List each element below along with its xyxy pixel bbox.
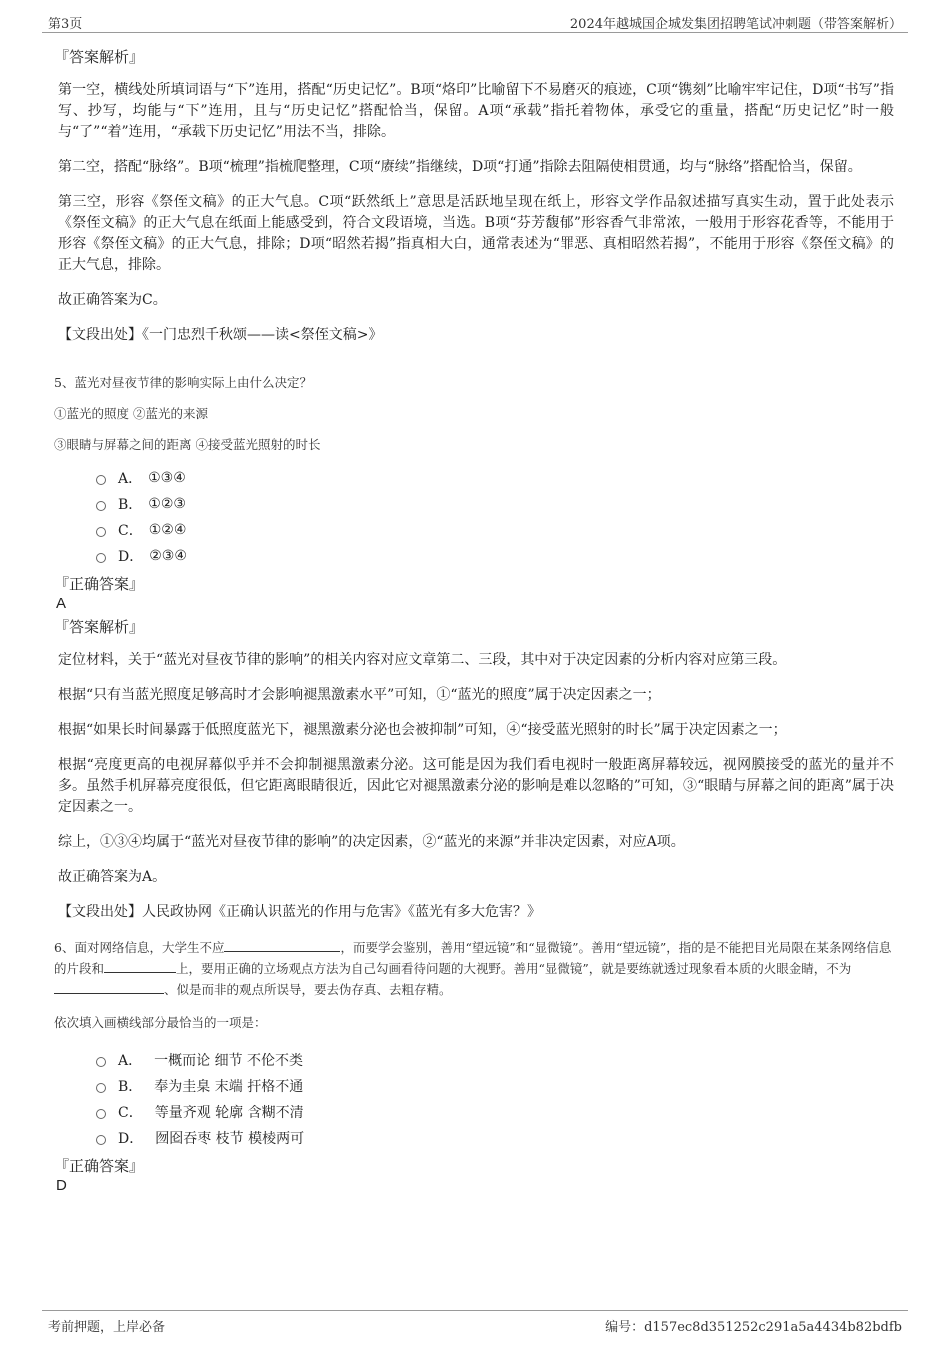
option-text: ①③④ <box>148 470 186 486</box>
q6-options <box>96 1047 894 1151</box>
q4-analysis-paragraph: 第三空，形容《祭侄文稿》的正大气息。C项“跃然纸上”意思是活跃地呈现在纸上，形容文学作品叙述描写真实生动，置于此处表示《祭侄文稿》的正大气息在纸面上能感受到，符合文段语境，当选。B项“芬芳馥郁”形容香气非常浓，一般用于形容花香等，不能用于形容《祭侄文稿》的正大气息，排除；D项“昭然若揭”指真相大白，通常表述为“罪恶、真相昭然若揭”，不能用于形容《祭侄文稿》的正大气息，排除。 <box>58 194 894 273</box>
q5-analysis-paragraph: 综上，①③④均属于“蓝光对昼夜节律的影响”的决定因素，②“蓝光的来源”并非决定因素，对应A项。 <box>58 834 685 850</box>
page-header <box>42 10 908 33</box>
q6-prompt: 依次填入画横线部分最恰当的一项是： <box>54 1015 267 1030</box>
q5-question: 5、蓝光对昼夜节律的影响实际上由什么决定？ <box>54 375 312 390</box>
q4-analysis-paragraph: 第二空，搭配“脉络”。B项“梳理”指梳爬整理，C项“赓续”指继续，D项“打通”指除去阻隔使相贯通，均与“脉络”搭配恰当，保留。 <box>58 159 862 175</box>
radio-button[interactable] <box>96 1083 106 1093</box>
q6-question <box>54 937 894 1000</box>
radio-button[interactable] <box>96 527 106 537</box>
q5-conclusion: 故正确答案为A。 <box>58 869 167 885</box>
fill-blank <box>54 979 164 994</box>
radio-button[interactable] <box>96 1057 106 1067</box>
option-text: 囫囵吞枣 枝节 模棱两可 <box>155 1131 305 1147</box>
option-letter: A． <box>118 471 143 487</box>
q6-option-a[interactable] <box>96 1047 894 1073</box>
q6-text: ，而要学会鉴别，善用“望远镜”和“显微镜”。善用“望远镜”，指的是不能把目光局限在某条网络信息的片段和 <box>54 940 892 976</box>
q5-analysis-paragraph: 定位材料，关于“蓝光对昼夜节律的影响”的相关内容对应文章第二、三段，其中对于决定因素的分析内容对应第三段。 <box>58 652 787 668</box>
fill-blank <box>104 958 176 973</box>
option-text: ②③④ <box>149 548 187 564</box>
q5-source: 【文段出处】人民政协网《正确认识蓝光的作用与危害》《蓝光有多大危害？》 <box>58 904 541 920</box>
q5-analysis-paragraph: 根据“只有当蓝光照度足够高时才会影响褪黑激素水平”可知，①“蓝光的照度”属于决定因素之一； <box>58 687 661 703</box>
q5-option-c[interactable] <box>96 517 894 543</box>
option-letter: D． <box>118 1131 144 1147</box>
option-letter: C． <box>118 1105 143 1121</box>
document-title: 2024年越城国企城发集团招聘笔试冲刺题（带答案解析） <box>569 17 902 32</box>
q4-conclusion: 故正确答案为C。 <box>58 292 167 308</box>
option-text: 奉为圭臬 末端 扞格不通 <box>154 1079 304 1095</box>
q5-option-b[interactable] <box>96 491 894 517</box>
option-letter: A． <box>118 1053 143 1069</box>
option-text: 等量齐观 轮廓 含糊不清 <box>154 1105 304 1121</box>
q6-option-c[interactable] <box>96 1099 894 1125</box>
option-letter: B． <box>118 1079 143 1095</box>
q5-answer-value: A <box>56 595 67 612</box>
radio-button[interactable] <box>96 553 106 563</box>
option-text: ①②④ <box>148 522 187 538</box>
page-footer <box>42 1310 908 1333</box>
q5-answer-label: 『正确答案』 <box>54 575 145 593</box>
q5-option-d[interactable] <box>96 543 894 569</box>
option-letter: C． <box>118 523 143 539</box>
q6-text: 、似是而非的观点所误导，要去伪存真、去粗存精。 <box>164 982 452 997</box>
q5-analysis-paragraph: 根据“如果长时间暴露于低照度蓝光下，褪黑激素分泌也会被抑制”可知，④“接受蓝光照射的时长”属于决定因素之一； <box>58 722 787 738</box>
option-text: ①②③ <box>148 496 186 512</box>
footer-slogan: 考前押题，上岸必备 <box>48 1320 166 1335</box>
q4-source: 【文段出处】《一门忠烈千秋颂——读<祭侄文稿>》 <box>58 327 383 343</box>
q4-analysis-label: 『答案解析』 <box>54 48 145 66</box>
q6-answer-label: 『正确答案』 <box>54 1157 145 1175</box>
q4-analysis-paragraph: 第一空，横线处所填词语与“下”连用，搭配“历史记忆”。B项“烙印”比喻留下不易磨灭的痕迹，C项“镌刻”比喻牢牢记住，D项“书写”指写、抄写，均能与“下”连用，且与“历史记忆”搭配恰当，保留。A项“承载”指托着物体，承受它的重量，搭配“历史记忆”时一般与“了”“着”连用，“承载下历史记忆”用法不当，排除。 <box>58 82 894 140</box>
radio-button[interactable] <box>96 1135 106 1145</box>
fill-blank <box>224 937 340 952</box>
q5-options <box>96 465 894 569</box>
q5-choice-line: ③眼睛与屏幕之间的距离 ④接受蓝光照射的时长 <box>54 437 321 452</box>
option-letter: D． <box>118 549 144 565</box>
radio-button[interactable] <box>96 501 106 511</box>
q6-text: 6、面对网络信息，大学生不应 <box>54 940 225 955</box>
option-letter: B． <box>118 497 143 513</box>
q5-choice-line: ①蓝光的照度 ②蓝光的来源 <box>54 406 208 421</box>
q5-analysis-label: 『答案解析』 <box>54 618 145 636</box>
q5-option-a[interactable] <box>96 465 894 491</box>
page-number: 第3页 <box>48 17 83 32</box>
q6-text: 上，要用正确的立场观点方法为自己勾画看待问题的大视野。善用“显微镜”，就是要练就透过现象看本质的火眼金睛，不为 <box>176 961 852 976</box>
document-id: 编号：d157ec8d351252c291a5a4434b82bdfb <box>605 1320 902 1335</box>
radio-button[interactable] <box>96 1109 106 1119</box>
q6-option-b[interactable] <box>96 1073 894 1099</box>
option-text: 一概而论 细节 不伦不类 <box>154 1053 304 1069</box>
radio-button[interactable] <box>96 475 106 485</box>
page-content <box>54 46 894 1198</box>
q6-option-d[interactable] <box>96 1125 894 1151</box>
q5-analysis-paragraph: 根据“亮度更高的电视屏幕似乎并不会抑制褪黑激素分泌。这可能是因为我们看电视时一般距离屏幕较远，视网膜接受的蓝光的量并不多。虽然手机屏幕亮度很低，但它距离眼睛很近，因此它对褪黑激素分泌的影响是难以忽略的”可知，③“眼睛与屏幕之间的距离”属于决定因素之一。 <box>58 757 894 815</box>
q6-answer-value: D <box>56 1177 67 1194</box>
